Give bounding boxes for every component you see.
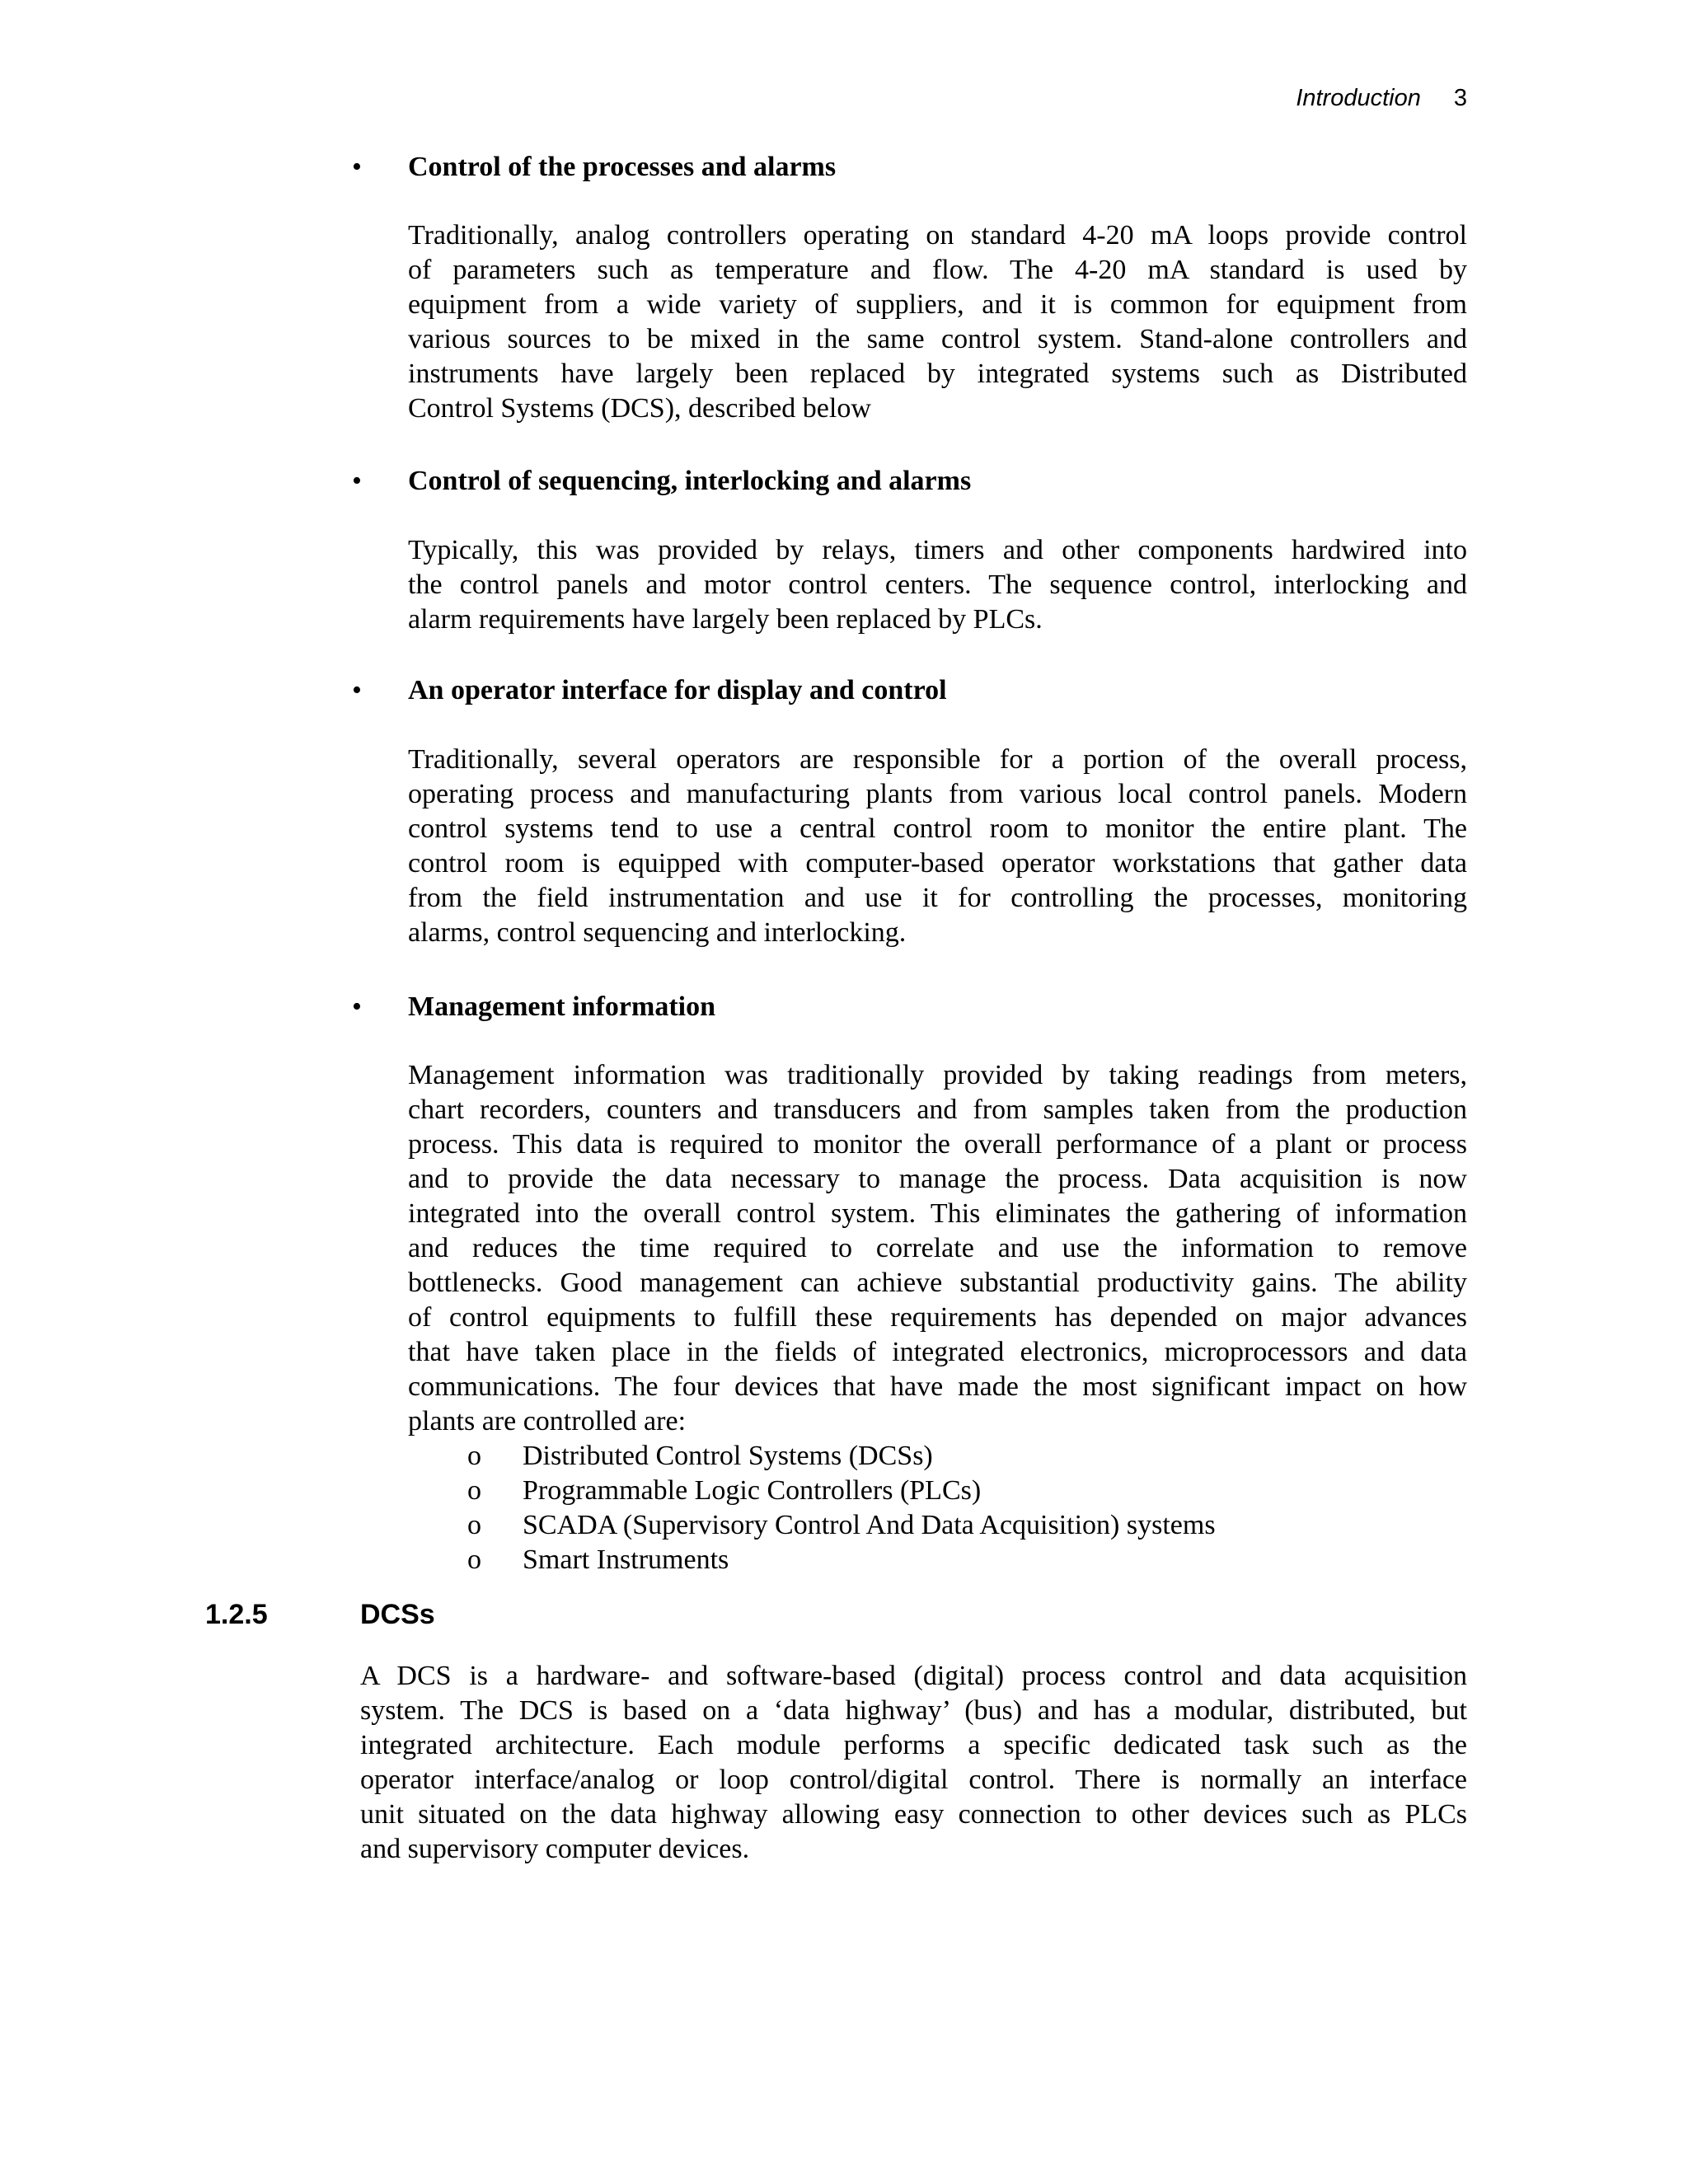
section-title: DCSs bbox=[360, 1599, 435, 1630]
sublist-marker: o bbox=[467, 1544, 481, 1575]
paragraph-line: Control Systems (DCS), described below bbox=[408, 393, 871, 424]
paragraph-line: bottlenecks. Good management can achieve substantial productivity gains. The ability bbox=[408, 1268, 1467, 1298]
paragraph-line: of parameters such as temperature and flow. The 4-20 mA standard is used by bbox=[408, 255, 1467, 285]
sublist-marker: o bbox=[467, 1510, 481, 1540]
bullet-marker: • bbox=[352, 991, 362, 1022]
paragraph-line: integrated architecture. Each module performs a specific dedicated task such as the bbox=[360, 1730, 1467, 1760]
paragraph-management-information bbox=[408, 1058, 1467, 1439]
sublist-marker: o bbox=[467, 1475, 481, 1506]
paragraph-sequencing bbox=[408, 533, 1467, 637]
bullet-marker: • bbox=[352, 466, 362, 496]
paragraph-line: Typically, this was provided by relays, timers and other components hardwired into bbox=[408, 535, 1467, 565]
sublist-text: Distributed Control Systems (DCSs) bbox=[523, 1441, 933, 1471]
paragraph-line: control systems tend to use a central control room to monitor the entire plant. The bbox=[408, 813, 1467, 844]
paragraph-line: and to provide the data necessary to manage the process. Data acquisition is now bbox=[408, 1164, 1467, 1194]
paragraph-line: plants are controlled are: bbox=[408, 1406, 687, 1436]
running-head-title: Introduction bbox=[1296, 85, 1421, 111]
paragraph-line: unit situated on the data highway allowing easy connection to other devices such as PLCs bbox=[360, 1799, 1467, 1830]
section-number: 1.2.5 bbox=[205, 1599, 268, 1630]
paragraph-operator-interface bbox=[408, 743, 1467, 950]
paragraph-line: A DCS is a hardware- and software-based (digital) process control and data acquisition bbox=[360, 1661, 1467, 1691]
sublist-text: Smart Instruments bbox=[523, 1544, 729, 1575]
paragraph-line: process. This data is required to monitor the overall performance of a plant or process bbox=[408, 1129, 1467, 1160]
paragraph-line: of control equipments to fulfill these requirements has depended on major advances bbox=[408, 1302, 1467, 1333]
paragraph-line: operating process and manufacturing plants from various local control panels. Modern bbox=[408, 779, 1467, 809]
paragraph-line: alarms, control sequencing and interlocking. bbox=[408, 917, 907, 948]
bullet-marker: • bbox=[352, 675, 362, 705]
running-head bbox=[1113, 85, 1467, 112]
paragraph-line: alarm requirements have largely been replaced by PLCs. bbox=[408, 604, 1043, 635]
bullet-heading: An operator interface for display and control bbox=[408, 675, 947, 705]
paragraph-line: and supervisory computer devices. bbox=[360, 1834, 750, 1864]
paragraph-line: equipment from a wide variety of suppliers, and it is common for equipment from bbox=[408, 289, 1467, 320]
sublist-text: SCADA (Supervisory Control And Data Acquisition) systems bbox=[523, 1510, 1216, 1540]
paragraph-line: Traditionally, several operators are responsible for a portion of the overall process, bbox=[408, 744, 1467, 775]
sublist-text: Programmable Logic Controllers (PLCs) bbox=[523, 1475, 982, 1506]
sublist-marker: o bbox=[467, 1441, 481, 1471]
paragraph-line: various sources to be mixed in the same control system. Stand-alone controllers and bbox=[408, 324, 1467, 354]
paragraph-line: from the field instrumentation and use it for controlling the processes, monitoring bbox=[408, 883, 1467, 913]
paragraph-line: instruments have largely been replaced by integrated systems such as Distributed bbox=[408, 359, 1467, 389]
bullet-heading: Control of sequencing, interlocking and alarms bbox=[408, 466, 972, 496]
bullet-heading: Control of the processes and alarms bbox=[408, 152, 837, 182]
page-number: 3 bbox=[1453, 85, 1467, 111]
paragraph-line: communications. The four devices that have made the most significant impact on how bbox=[408, 1371, 1467, 1402]
paragraph-line: the control panels and motor control centers. The sequence control, interlocking and bbox=[408, 569, 1467, 600]
paragraph-line: Traditionally, analog controllers operating on standard 4-20 mA loops provide control bbox=[408, 220, 1467, 251]
paragraph-line: that have taken place in the fields of integrated electronics, microprocessors and data bbox=[408, 1337, 1467, 1367]
paragraph-processes-alarms bbox=[408, 218, 1467, 426]
bullet-heading: Management information bbox=[408, 991, 716, 1022]
bullet-marker: • bbox=[352, 152, 362, 182]
paragraph-line: control room is equipped with computer-based operator workstations that gather data bbox=[408, 848, 1467, 879]
paragraph-line: and reduces the time required to correlate and use the information to remove bbox=[408, 1233, 1467, 1263]
paragraph-line: operator interface/analog or loop control/digital control. There is normally an interface bbox=[360, 1765, 1467, 1795]
paragraph-dcs bbox=[360, 1659, 1467, 1867]
paragraph-line: system. The DCS is based on a ‘data highway’ (bus) and has a modular, distributed, but bbox=[360, 1695, 1467, 1726]
paragraph-line: chart recorders, counters and transducers and from samples taken from the production bbox=[408, 1094, 1467, 1125]
paragraph-line: integrated into the overall control system. This eliminates the gathering of information bbox=[408, 1198, 1467, 1229]
paragraph-line: Management information was traditionally provided by taking readings from meters, bbox=[408, 1060, 1467, 1090]
